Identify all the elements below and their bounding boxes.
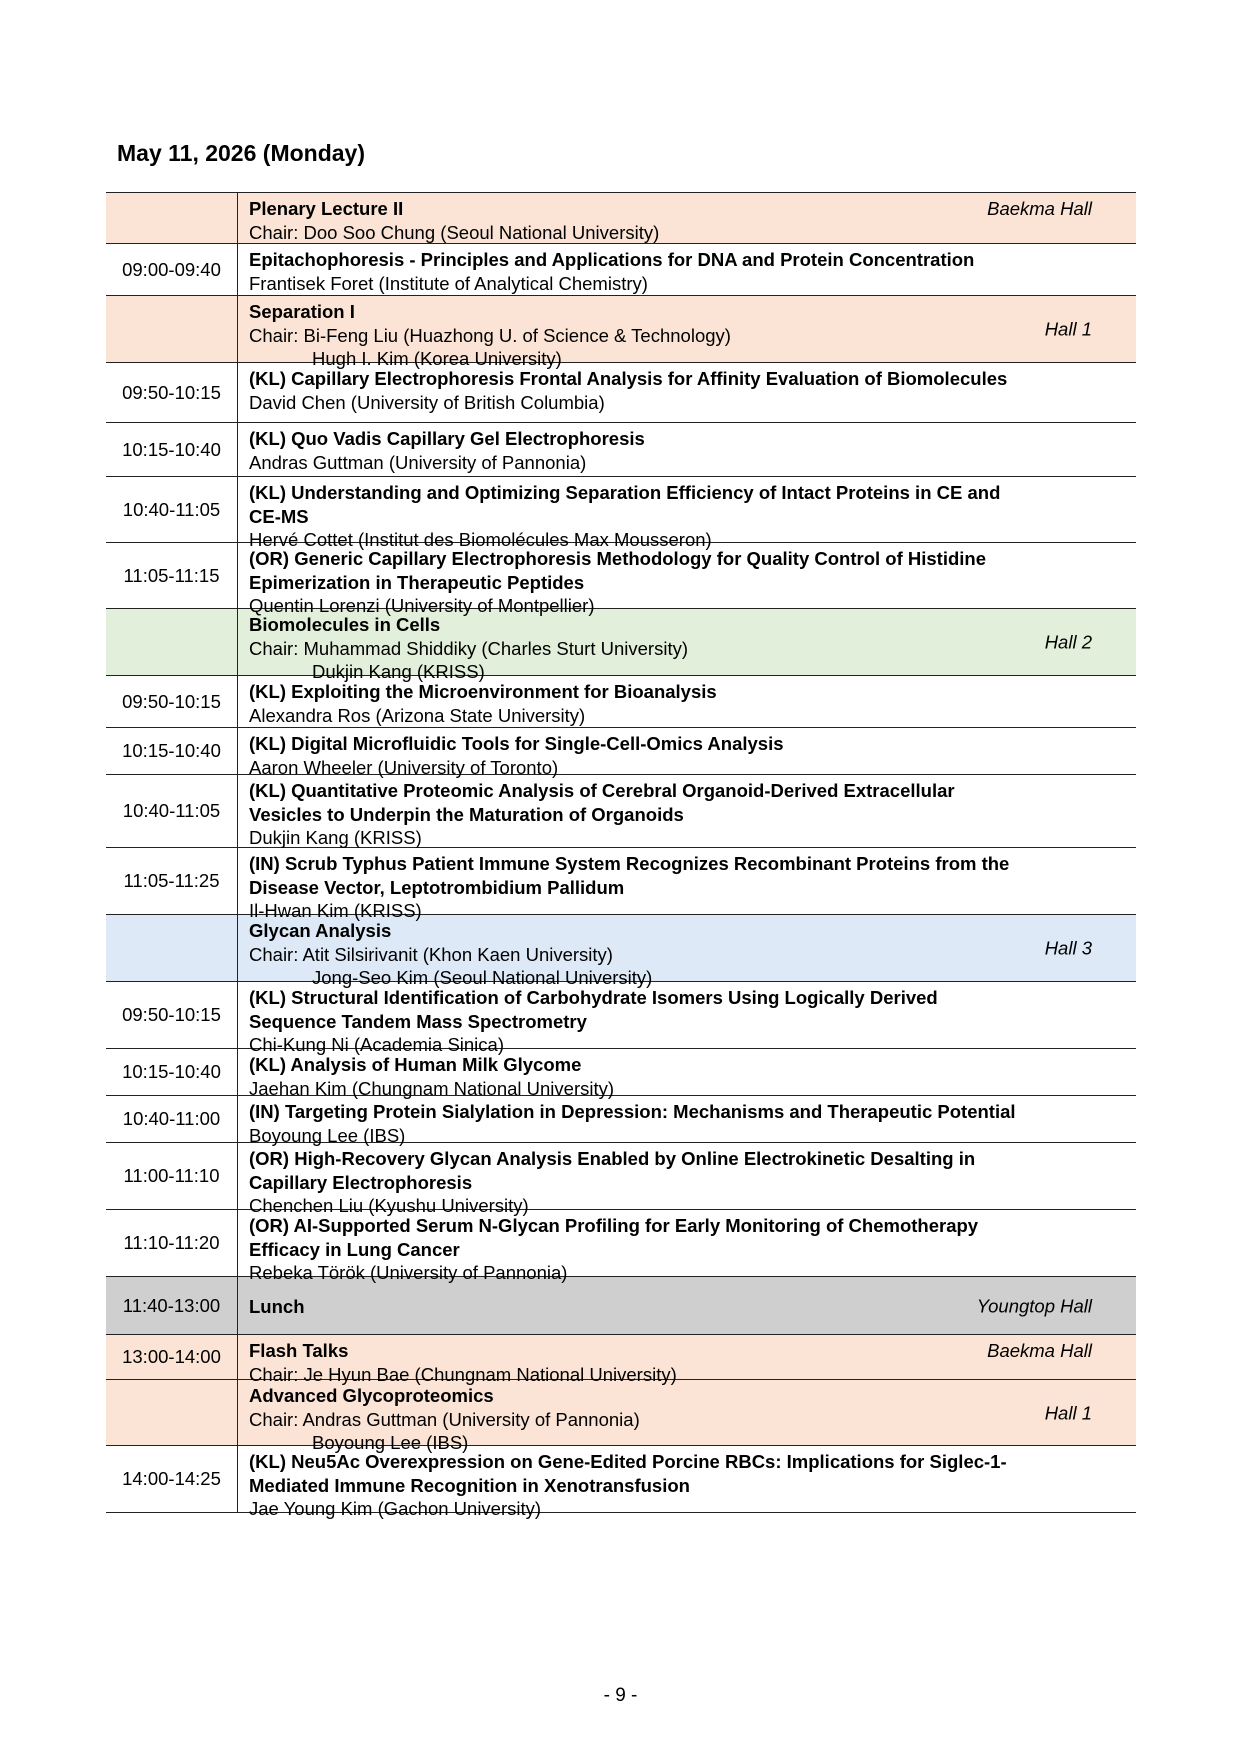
time-cell: 11:00-11:10: [106, 1143, 238, 1209]
time-cell: 09:00-09:40: [106, 244, 238, 295]
session-chair: Chair: Andras Guttman (University of Pannonia): [249, 1408, 640, 1430]
session-title: Flash Talks: [249, 1340, 349, 1361]
talk-title: Epitachophoresis - Principles and Applications for DNA and Protein Concentration: [249, 249, 975, 270]
talk-title: (OR) High-Recovery Glycan Analysis Enabled by Online Electrokinetic Desalting in: [249, 1148, 976, 1169]
content-cell: [238, 1096, 1136, 1146]
speaker: Aaron Wheeler (University of Toronto): [249, 756, 559, 778]
time-cell: 11:10-11:20: [106, 1210, 238, 1276]
session-row: [106, 608, 1136, 682]
session-chair: Chair: Je Hyun Bae (Chungnam National University): [249, 1363, 677, 1385]
talk-title: Disease Vector, Leptotrombidium Pallidum: [249, 876, 625, 898]
speaker: Boyoung Lee (IBS): [249, 1124, 406, 1146]
time-cell: 09:50-10:15: [106, 363, 238, 422]
talk-title: Capillary Electrophoresis: [249, 1171, 473, 1193]
talk-title: CE-MS: [249, 505, 309, 527]
time-cell: 10:40-11:00: [106, 1096, 238, 1142]
content-cell: [238, 775, 1136, 847]
talk-title: (KL) Neu5Ac Overexpression on Gene-Edited Porcine RBCs: Implications for Siglec-1-: [249, 1451, 1007, 1472]
hall-label: Hall 1: [1044, 318, 1092, 340]
hall-label: Hall 1: [1044, 1401, 1092, 1423]
talk-title: (KL) Understanding and Optimizing Separation Efficiency of Intact Proteins in CE and: [249, 482, 1001, 503]
talk-row: [106, 774, 1136, 847]
hall-label: Baekma Hall: [987, 198, 1092, 219]
talk-row: [106, 847, 1136, 921]
break-title: Lunch: [249, 1295, 305, 1317]
talk-row: [106, 542, 1136, 616]
talk-row: [106, 1209, 1136, 1283]
content-cell: [238, 848, 1136, 921]
session-row: [106, 1379, 1136, 1453]
session-co-chair: Hugh I. Kim (Korea University): [312, 348, 562, 369]
session-chair: Chair: Muhammad Shiddiky (Charles Sturt University): [249, 637, 688, 659]
time-cell: 10:15-10:40: [106, 728, 238, 774]
content-cell: [238, 915, 1136, 988]
session-row: [106, 1334, 1136, 1385]
talk-row: [106, 727, 1136, 778]
content-cell: [238, 423, 1136, 476]
talk-title: Efficacy in Lung Cancer: [249, 1238, 460, 1260]
speaker: Chi-Kung Ni (Academia Sinica): [249, 1034, 504, 1055]
session-row: [106, 914, 1136, 988]
content-cell: [238, 1210, 1136, 1283]
speaker: Alexandra Ros (Arizona State University): [249, 704, 586, 726]
session-row: [106, 295, 1136, 369]
talk-row: [106, 1095, 1136, 1146]
talk-row: [106, 1142, 1136, 1216]
talk-title: (KL) Quantitative Proteomic Analysis of Cerebral Organoid-Derived Extracellular: [249, 780, 955, 801]
time-cell: [106, 1380, 238, 1445]
speaker: Andras Guttman (University of Pannonia): [249, 451, 587, 473]
hall-label: Baekma Hall: [987, 1340, 1092, 1361]
content-cell: [238, 193, 1136, 243]
content-cell: [238, 1446, 1136, 1519]
talk-row: [106, 981, 1136, 1055]
session-co-chair: Dukjin Kang (KRISS): [312, 661, 485, 682]
content-cell: [238, 543, 1136, 616]
time-cell: 14:00-14:25: [106, 1446, 238, 1512]
hall-label: Youngtop Hall: [976, 1294, 1092, 1316]
speaker: Hervé Cottet (Institut des Biomolécules Max Mousseron): [249, 529, 712, 550]
session-title: Biomolecules in Cells: [249, 614, 441, 635]
content-cell: [238, 982, 1136, 1055]
speaker: Jaehan Kim (Chungnam National University): [249, 1077, 615, 1099]
break-row: [106, 1276, 1136, 1334]
time-cell: 10:40-11:05: [106, 477, 238, 542]
talk-row: [106, 675, 1136, 727]
content-cell: [238, 609, 1136, 682]
time-cell: 11:05-11:25: [106, 848, 238, 914]
talk-title: (OR) Generic Capillary Electrophoresis Methodology for Quality Control of Histidine: [249, 548, 987, 569]
speaker: Quentin Lorenzi (University of Montpellier): [249, 595, 595, 616]
talk-title: (KL) Structural Identification of Carbohydrate Isomers Using Logically Derived: [249, 987, 938, 1008]
session-co-chair: Boyoung Lee (IBS): [312, 1432, 469, 1453]
talk-title: (KL) Capillary Electrophoresis Frontal Analysis for Affinity Evaluation of Biomolecules: [249, 368, 1008, 389]
page-title: May 11, 2026 (Monday): [117, 140, 365, 166]
content-cell: [238, 244, 1136, 295]
time-cell: 13:00-14:00: [106, 1335, 238, 1379]
session-title: Glycan Analysis: [249, 920, 392, 941]
speaker: Il-Hwan Kim (KRISS): [249, 900, 422, 921]
talk-title: (IN) Targeting Protein Sialylation in Depression: Mechanisms and Therapeutic Potential: [249, 1101, 1016, 1122]
time-cell: 10:15-10:40: [106, 1049, 238, 1095]
talk-title: Vesicles to Underpin the Maturation of Organoids: [249, 803, 684, 825]
talk-row: [106, 362, 1136, 422]
talk-row: [106, 476, 1136, 550]
time-cell: [106, 609, 238, 675]
session-chair: Chair: Atit Silsirivanit (Khon Kaen University): [249, 943, 613, 965]
talk-title: (OR) AI-Supported Serum N-Glycan Profiling for Early Monitoring of Chemotherapy: [249, 1215, 979, 1236]
talk-title: Sequence Tandem Mass Spectrometry: [249, 1010, 587, 1032]
hall-label: Hall 3: [1044, 937, 1092, 959]
time-cell: [106, 193, 238, 243]
session-title: Advanced Glycoproteomics: [249, 1385, 494, 1406]
speaker: Frantisek Foret (Institute of Analytical Chemistry): [249, 272, 648, 294]
speaker: Dukjin Kang (KRISS): [249, 827, 422, 848]
speaker: Chenchen Liu (Kyushu University): [249, 1195, 529, 1216]
session-co-chair: Jong-Seo Kim (Seoul National University): [312, 967, 653, 988]
talk-title: (KL) Exploiting the Microenvironment for Bioanalysis: [249, 681, 717, 702]
session-title: Plenary Lecture II: [249, 198, 404, 219]
hall-label: Hall 2: [1044, 631, 1092, 653]
speaker: Jae Young Kim (Gachon University): [249, 1498, 542, 1519]
talk-row: [106, 422, 1136, 476]
content-cell: [238, 296, 1136, 369]
session-chair: Chair: Doo Soo Chung (Seoul National University): [249, 221, 660, 243]
speaker: David Chen (University of British Columbia): [249, 391, 605, 413]
schedule-table: [106, 192, 1136, 1519]
content-cell: [238, 728, 1136, 778]
talk-title: (KL) Quo Vadis Capillary Gel Electrophoresis: [249, 428, 645, 449]
talk-row: [106, 1445, 1136, 1519]
speaker: Rebeka Török (University of Pannonia): [249, 1262, 568, 1283]
talk-title: (KL) Analysis of Human Milk Glycome: [249, 1054, 582, 1075]
content-cell: [238, 676, 1136, 727]
talk-row: [106, 1048, 1136, 1099]
content-cell: [238, 1277, 1136, 1334]
talk-title: (KL) Digital Microfluidic Tools for Single-Cell-Omics Analysis: [249, 733, 784, 754]
content-cell: [238, 1143, 1136, 1216]
time-cell: 09:50-10:15: [106, 982, 238, 1048]
talk-row: [106, 243, 1136, 295]
content-cell: [238, 1380, 1136, 1453]
talk-title: Epimerization in Therapeutic Peptides: [249, 571, 585, 593]
time-cell: 09:50-10:15: [106, 676, 238, 727]
session-row: [106, 192, 1136, 243]
content-cell: [238, 1049, 1136, 1099]
session-chair: Chair: Bi-Feng Liu (Huazhong U. of Science & Technology): [249, 324, 731, 346]
content-cell: [238, 363, 1136, 422]
time-cell: [106, 296, 238, 362]
time-cell: 10:40-11:05: [106, 775, 238, 847]
time-cell: [106, 915, 238, 981]
session-title: Separation I: [249, 301, 355, 322]
time-cell: 11:40-13:00: [106, 1277, 238, 1334]
content-cell: [238, 1335, 1136, 1385]
talk-title: (IN) Scrub Typhus Patient Immune System Recognizes Recombinant Proteins from the: [249, 853, 1010, 874]
content-cell: [238, 477, 1136, 550]
page-number: - 9 -: [603, 1685, 638, 1706]
time-cell: 11:05-11:15: [106, 543, 238, 608]
talk-title: Mediated Immune Recognition in Xenotransfusion: [249, 1474, 690, 1496]
time-cell: 10:15-10:40: [106, 423, 238, 476]
